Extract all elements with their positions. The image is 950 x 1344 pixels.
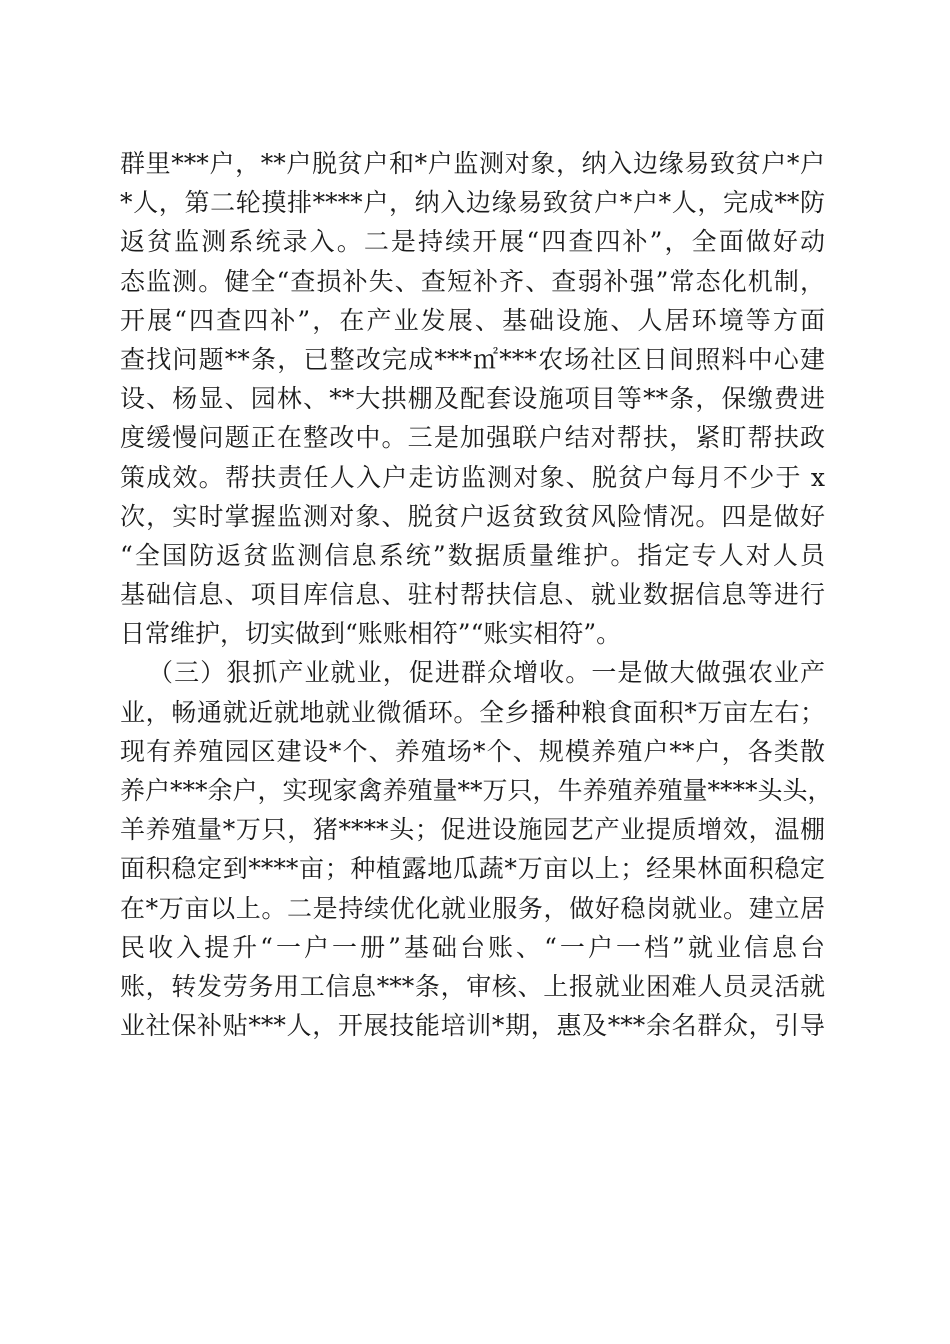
text-line: 次，实时掌握监测对象、脱贫户返贫致贫风险情况。四是做好 bbox=[120, 501, 825, 531]
text-line: *人，第二轮摸排****户，纳入边缘易致贫户*户*人，完成**防 bbox=[120, 188, 825, 218]
text-line: 基础信息、项目库信息、驻村帮扶信息、就业数据信息等进行 bbox=[120, 580, 825, 610]
text-line: 在*万亩以上。二是持续优化就业服务，做好稳岗就业。建立居 bbox=[120, 893, 825, 923]
text-line: 设、杨显、园林、**大拱棚及配套设施项目等**条，保缴费进 bbox=[120, 384, 825, 414]
text-line: 业，畅通就近就地就业微循环。全乡播种粮食面积*万亩左右； bbox=[120, 697, 825, 727]
text-line: 民收入提升“一户一册”基础台账、“一户一档”就业信息台 bbox=[120, 932, 825, 962]
text-line: 策成效。帮扶责任人入户走访监测对象、脱贫户每月不少于 x bbox=[120, 462, 825, 492]
text-line: 态监测。健全“查损补失、查短补齐、查弱补强”常态化机制， bbox=[120, 266, 825, 296]
text-line: 业社保补贴***人，开展技能培训*期，惠及***余名群众，引导 bbox=[120, 1011, 825, 1041]
section-heading: （三）狠抓产业就业，促进群众增收。 bbox=[148, 658, 592, 688]
text-line: 日常维护，切实做到“账账相符”“账实相符”。 bbox=[120, 619, 622, 649]
document-body bbox=[120, 144, 833, 1045]
text-line: 返贫监测系统录入。二是持续开展“四查四补”，全面做好动 bbox=[120, 227, 825, 257]
text-line: 开展“四查四补”，在产业发展、基础设施、人居环境等方面 bbox=[120, 305, 825, 335]
text-line: 养户***余户，实现家禽养殖量**万只，牛养殖养殖量****头头， bbox=[120, 776, 833, 805]
text-line: 查找问题**条，已整改完成***㎡***农场社区日间照料中心建 bbox=[120, 344, 825, 374]
text-run: 一是做大做强农业产 bbox=[591, 658, 825, 688]
text-line: 群里***户，**户脱贫户和*户监测对象，纳入边缘易致贫户*户 bbox=[120, 149, 825, 178]
text-line: “全国防返贫监测信息系统”数据质量维护。指定专人对人员 bbox=[120, 540, 825, 570]
text-line: 羊养殖量*万只，猪****头；促进设施园艺产业提质增效，温棚 bbox=[120, 815, 825, 845]
paragraph-industry-employment bbox=[120, 653, 833, 1045]
text-line: 度缓慢问题正在整改中。三是加强联户结对帮扶，紧盯帮扶政 bbox=[120, 423, 825, 453]
text-line bbox=[120, 653, 825, 692]
text-line: 账，转发劳务用工信息***条，审核、上报就业困难人员灵活就 bbox=[120, 971, 825, 1001]
text-line: 现有养殖园区建设*个、养殖场*个、规模养殖户**户，各类散 bbox=[120, 736, 825, 766]
text-line: 面积稳定到****亩；种植露地瓜蔬*万亩以上；经果林面积稳定 bbox=[120, 854, 825, 884]
paragraph-monitoring bbox=[120, 144, 825, 653]
